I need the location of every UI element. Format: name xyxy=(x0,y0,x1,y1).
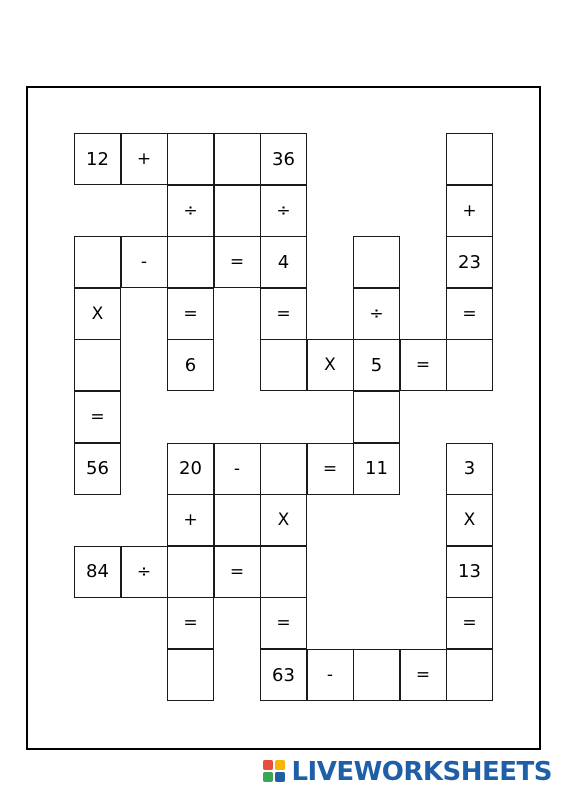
operator-cell-r1c4: ÷ xyxy=(260,185,307,237)
operator-cell-r1c8: + xyxy=(446,185,493,237)
answer-cell-r2c6[interactable] xyxy=(353,236,400,288)
answer-cell-r7c3[interactable] xyxy=(214,494,261,546)
number-cell-r10c4: 63 xyxy=(260,649,307,701)
answer-input-r10c2[interactable] xyxy=(168,650,213,700)
answer-input-r0c3[interactable] xyxy=(215,134,260,184)
answer-input-r4c8[interactable] xyxy=(447,340,492,390)
answer-input-r0c8[interactable] xyxy=(447,134,492,184)
operator-cell-r10c7: = xyxy=(400,649,447,701)
number-cell-r2c4: 4 xyxy=(260,236,307,288)
operator-cell-r6c5: = xyxy=(307,443,354,495)
operator-cell-r7c2: + xyxy=(167,494,214,546)
answer-input-r4c0[interactable] xyxy=(75,340,120,390)
operator-cell-r9c8: = xyxy=(446,597,493,649)
number-cell-r6c0: 56 xyxy=(74,443,121,495)
number-cell-r6c6: 11 xyxy=(353,443,400,495)
number-cell-r2c8: 23 xyxy=(446,236,493,288)
operator-cell-r3c0: X xyxy=(74,288,121,340)
answer-cell-r2c0[interactable] xyxy=(74,236,121,288)
number-cell-r8c0: 84 xyxy=(74,546,121,598)
operator-cell-r10c5: - xyxy=(307,649,354,701)
answer-input-r8c2[interactable] xyxy=(168,547,213,597)
answer-input-r2c0[interactable] xyxy=(75,237,120,287)
operator-cell-r4c5: X xyxy=(307,339,354,391)
answer-cell-r1c3[interactable] xyxy=(214,185,261,237)
brand-name: LIVEWORKSHEETS xyxy=(291,757,552,787)
operator-cell-r7c4: X xyxy=(260,494,307,546)
answer-cell-r6c4[interactable] xyxy=(260,443,307,495)
operator-cell-r3c4: = xyxy=(260,288,307,340)
answer-input-r5c6[interactable] xyxy=(354,392,399,442)
operator-cell-r9c4: = xyxy=(260,597,307,649)
answer-cell-r4c0[interactable] xyxy=(74,339,121,391)
liveworksheets-logo-icon xyxy=(263,760,287,784)
operator-cell-r2c3: = xyxy=(214,236,261,288)
operator-cell-r5c0: = xyxy=(74,391,121,443)
answer-cell-r8c2[interactable] xyxy=(167,546,214,598)
answer-input-r1c3[interactable] xyxy=(215,186,260,236)
answer-input-r7c3[interactable] xyxy=(215,495,260,545)
operator-cell-r3c8: = xyxy=(446,288,493,340)
number-cell-r6c8: 3 xyxy=(446,443,493,495)
operator-cell-r1c2: ÷ xyxy=(167,185,214,237)
operator-cell-r6c3: - xyxy=(214,443,261,495)
answer-cell-r0c3[interactable] xyxy=(214,133,261,185)
answer-cell-r8c4[interactable] xyxy=(260,546,307,598)
operator-cell-r8c1: ÷ xyxy=(121,546,168,598)
number-cell-r4c6: 5 xyxy=(353,339,400,391)
number-cell-r8c8: 13 xyxy=(446,546,493,598)
answer-cell-r10c8[interactable] xyxy=(446,649,493,701)
operator-cell-r7c8: X xyxy=(446,494,493,546)
answer-cell-r10c6[interactable] xyxy=(353,649,400,701)
answer-cell-r4c8[interactable] xyxy=(446,339,493,391)
answer-cell-r0c8[interactable] xyxy=(446,133,493,185)
operator-cell-r3c6: ÷ xyxy=(353,288,400,340)
operator-cell-r0c1: + xyxy=(121,133,168,185)
operator-cell-r8c3: = xyxy=(214,546,261,598)
number-cell-r4c2: 6 xyxy=(167,339,214,391)
answer-input-r8c4[interactable] xyxy=(261,547,306,597)
answer-input-r10c6[interactable] xyxy=(354,650,399,700)
answer-cell-r4c4[interactable] xyxy=(260,339,307,391)
answer-input-r4c4[interactable] xyxy=(261,340,306,390)
answer-input-r10c8[interactable] xyxy=(447,650,492,700)
answer-cell-r0c2[interactable] xyxy=(167,133,214,185)
liveworksheets-brand xyxy=(263,756,552,788)
number-cell-r0c0: 12 xyxy=(74,133,121,185)
answer-cell-r10c2[interactable] xyxy=(167,649,214,701)
answer-input-r6c4[interactable] xyxy=(261,444,306,494)
number-cell-r6c2: 20 xyxy=(167,443,214,495)
answer-input-r2c2[interactable] xyxy=(168,237,213,287)
answer-cell-r5c6[interactable] xyxy=(353,391,400,443)
operator-cell-r3c2: = xyxy=(167,288,214,340)
answer-cell-r2c2[interactable] xyxy=(167,236,214,288)
answer-input-r0c2[interactable] xyxy=(168,134,213,184)
operator-cell-r2c1: - xyxy=(121,236,168,288)
operator-cell-r4c7: = xyxy=(400,339,447,391)
operator-cell-r9c2: = xyxy=(167,597,214,649)
number-cell-r0c4: 36 xyxy=(260,133,307,185)
answer-input-r2c6[interactable] xyxy=(354,237,399,287)
